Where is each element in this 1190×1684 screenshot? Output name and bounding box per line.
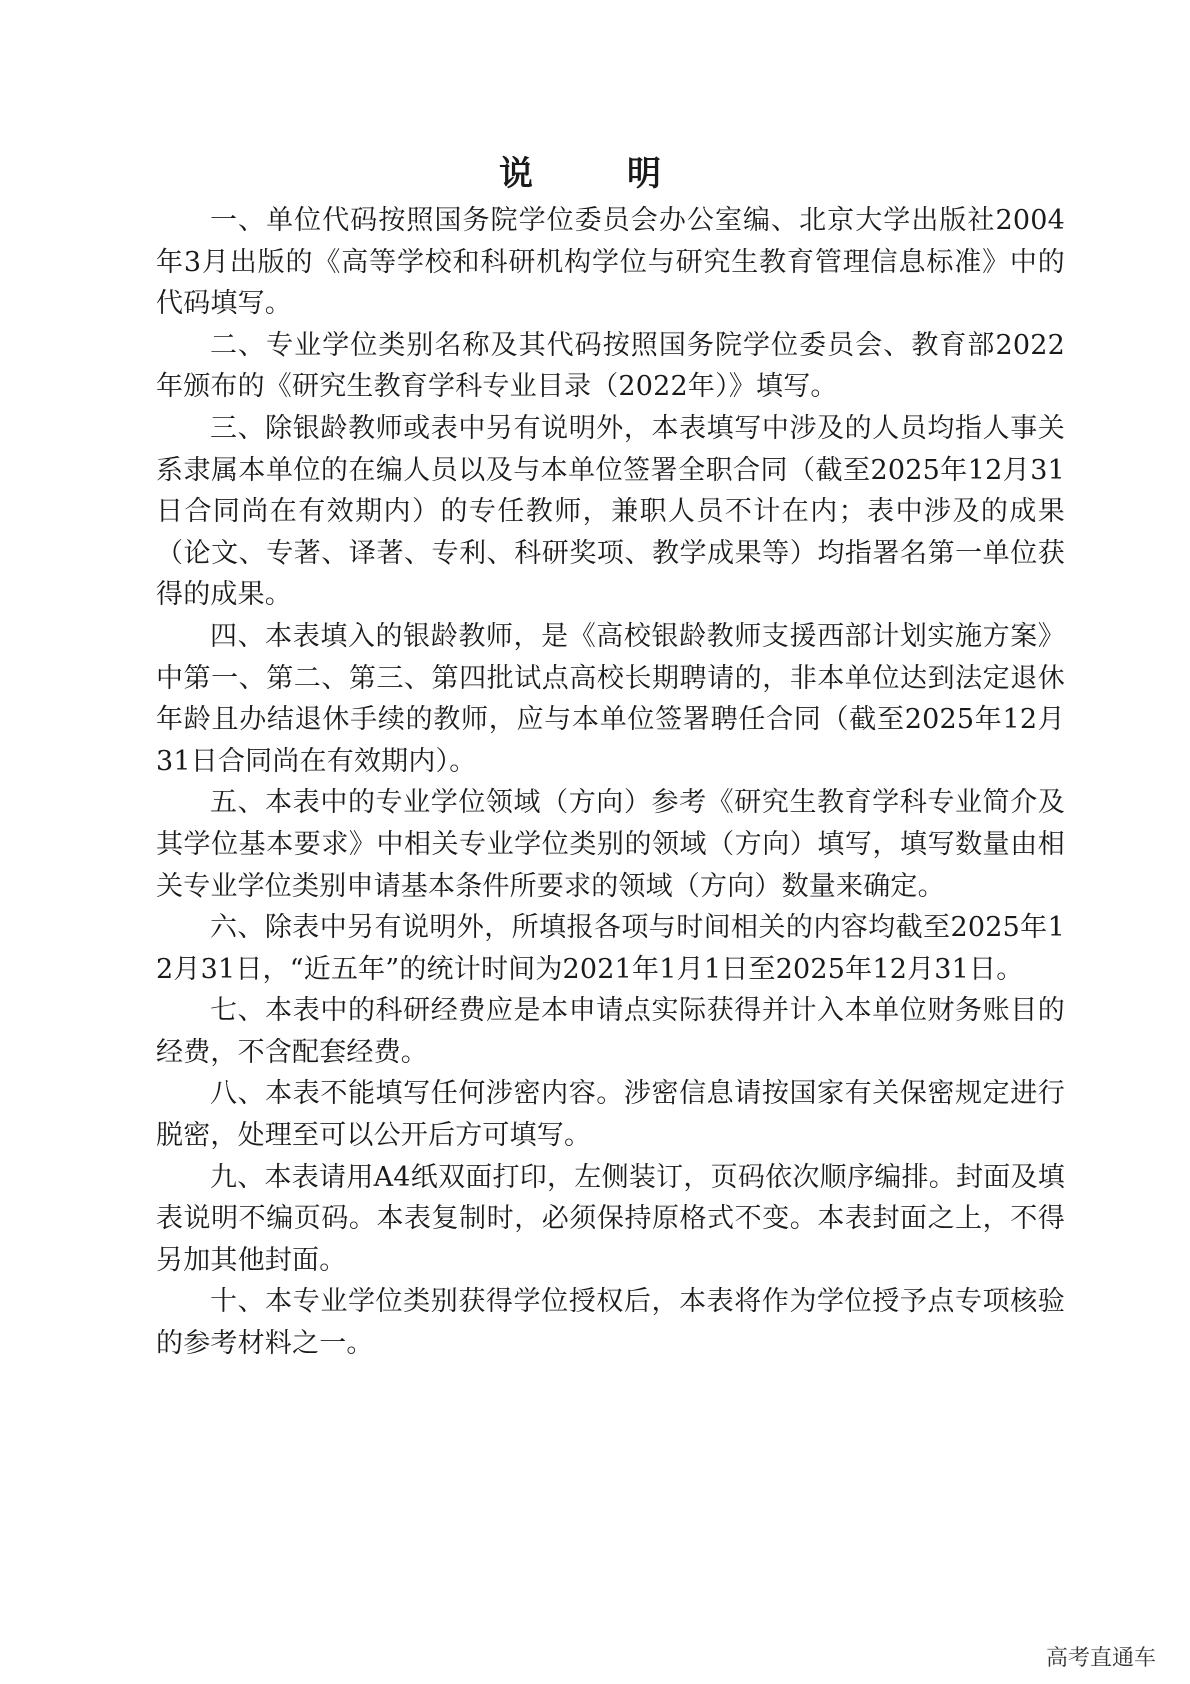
instruction-paragraph-3: 三、除银龄教师或表中另有说明外，本表填写中涉及的人员均指人事关系隶属本单位的在编人员以及与本单位签署全职合同（截至2025年12月31日合同尚在有效期内）的专任教师，兼职人员不计在内；表中涉及的成果（论文、专著、译著、专利、科研奖项、教学成果等）均指署名第一单位获得的成果。: [156, 412, 1065, 611]
page-title: 说 明: [499, 154, 691, 194]
instruction-paragraph-10: 十、本专业学位类别获得学位授权后，本表将作为学位授予点专项核验的参考材料之一。: [156, 1286, 1065, 1360]
instruction-paragraph-4: 四、本表填入的银龄教师，是《高校银龄教师支援西部计划实施方案》中第一、第二、第三、第四批试点高校长期聘请的，非本单位达到法定退休年龄且办结退休手续的教师，应与本单位签署聘任合同（截至2025年12月31日合同尚在有效期内）。: [156, 620, 1065, 777]
instruction-paragraph-1: 一、单位代码按照国务院学位委员会办公室编、北京大学出版社2004年3月出版的《高等学校和科研机构学位与研究生教育管理信息标准》中的代码填写。: [156, 205, 1065, 320]
instruction-paragraph-9: 九、本表请用A4纸双面打印，左侧装订，页码依次顺序编排。封面及填表说明不编页码。本表复制时，必须保持原格式不变。本表封面之上，不得另加其他封面。: [156, 1161, 1065, 1276]
instruction-paragraph-6: 六、除表中另有说明外，所填报各项与时间相关的内容均截至2025年12月31日，“近五年”的统计时间为2021年1月1日至2025年12月31日。: [156, 912, 1065, 985]
instruction-paragraph-7: 七、本表中的科研经费应是本申请点实际获得并计入本单位财务账目的经费，不含配套经费。: [156, 995, 1065, 1068]
watermark-text: 高考直通车: [1045, 1646, 1156, 1671]
instruction-paragraph-2: 二、专业学位类别名称及其代码按照国务院学位委员会、教育部2022年颁布的《研究生教育学科专业目录（2022年）》填写。: [156, 329, 1065, 403]
instructions-body: [156, 200, 1065, 1365]
instruction-paragraph-5: 五、本表中的专业学位领域（方向）参考《研究生教育学科专业简介及其学位基本要求》中相关专业学位类别的领域（方向）填写，填写数量由相关专业学位类别申请基本条件所要求的领域（方向）数量来确定。: [156, 787, 1065, 902]
instruction-paragraph-8: 八、本表不能填写任何涉密内容。涉密信息请按国家有关保密规定进行脱密，处理至可以公开后方可填写。: [156, 1078, 1065, 1152]
